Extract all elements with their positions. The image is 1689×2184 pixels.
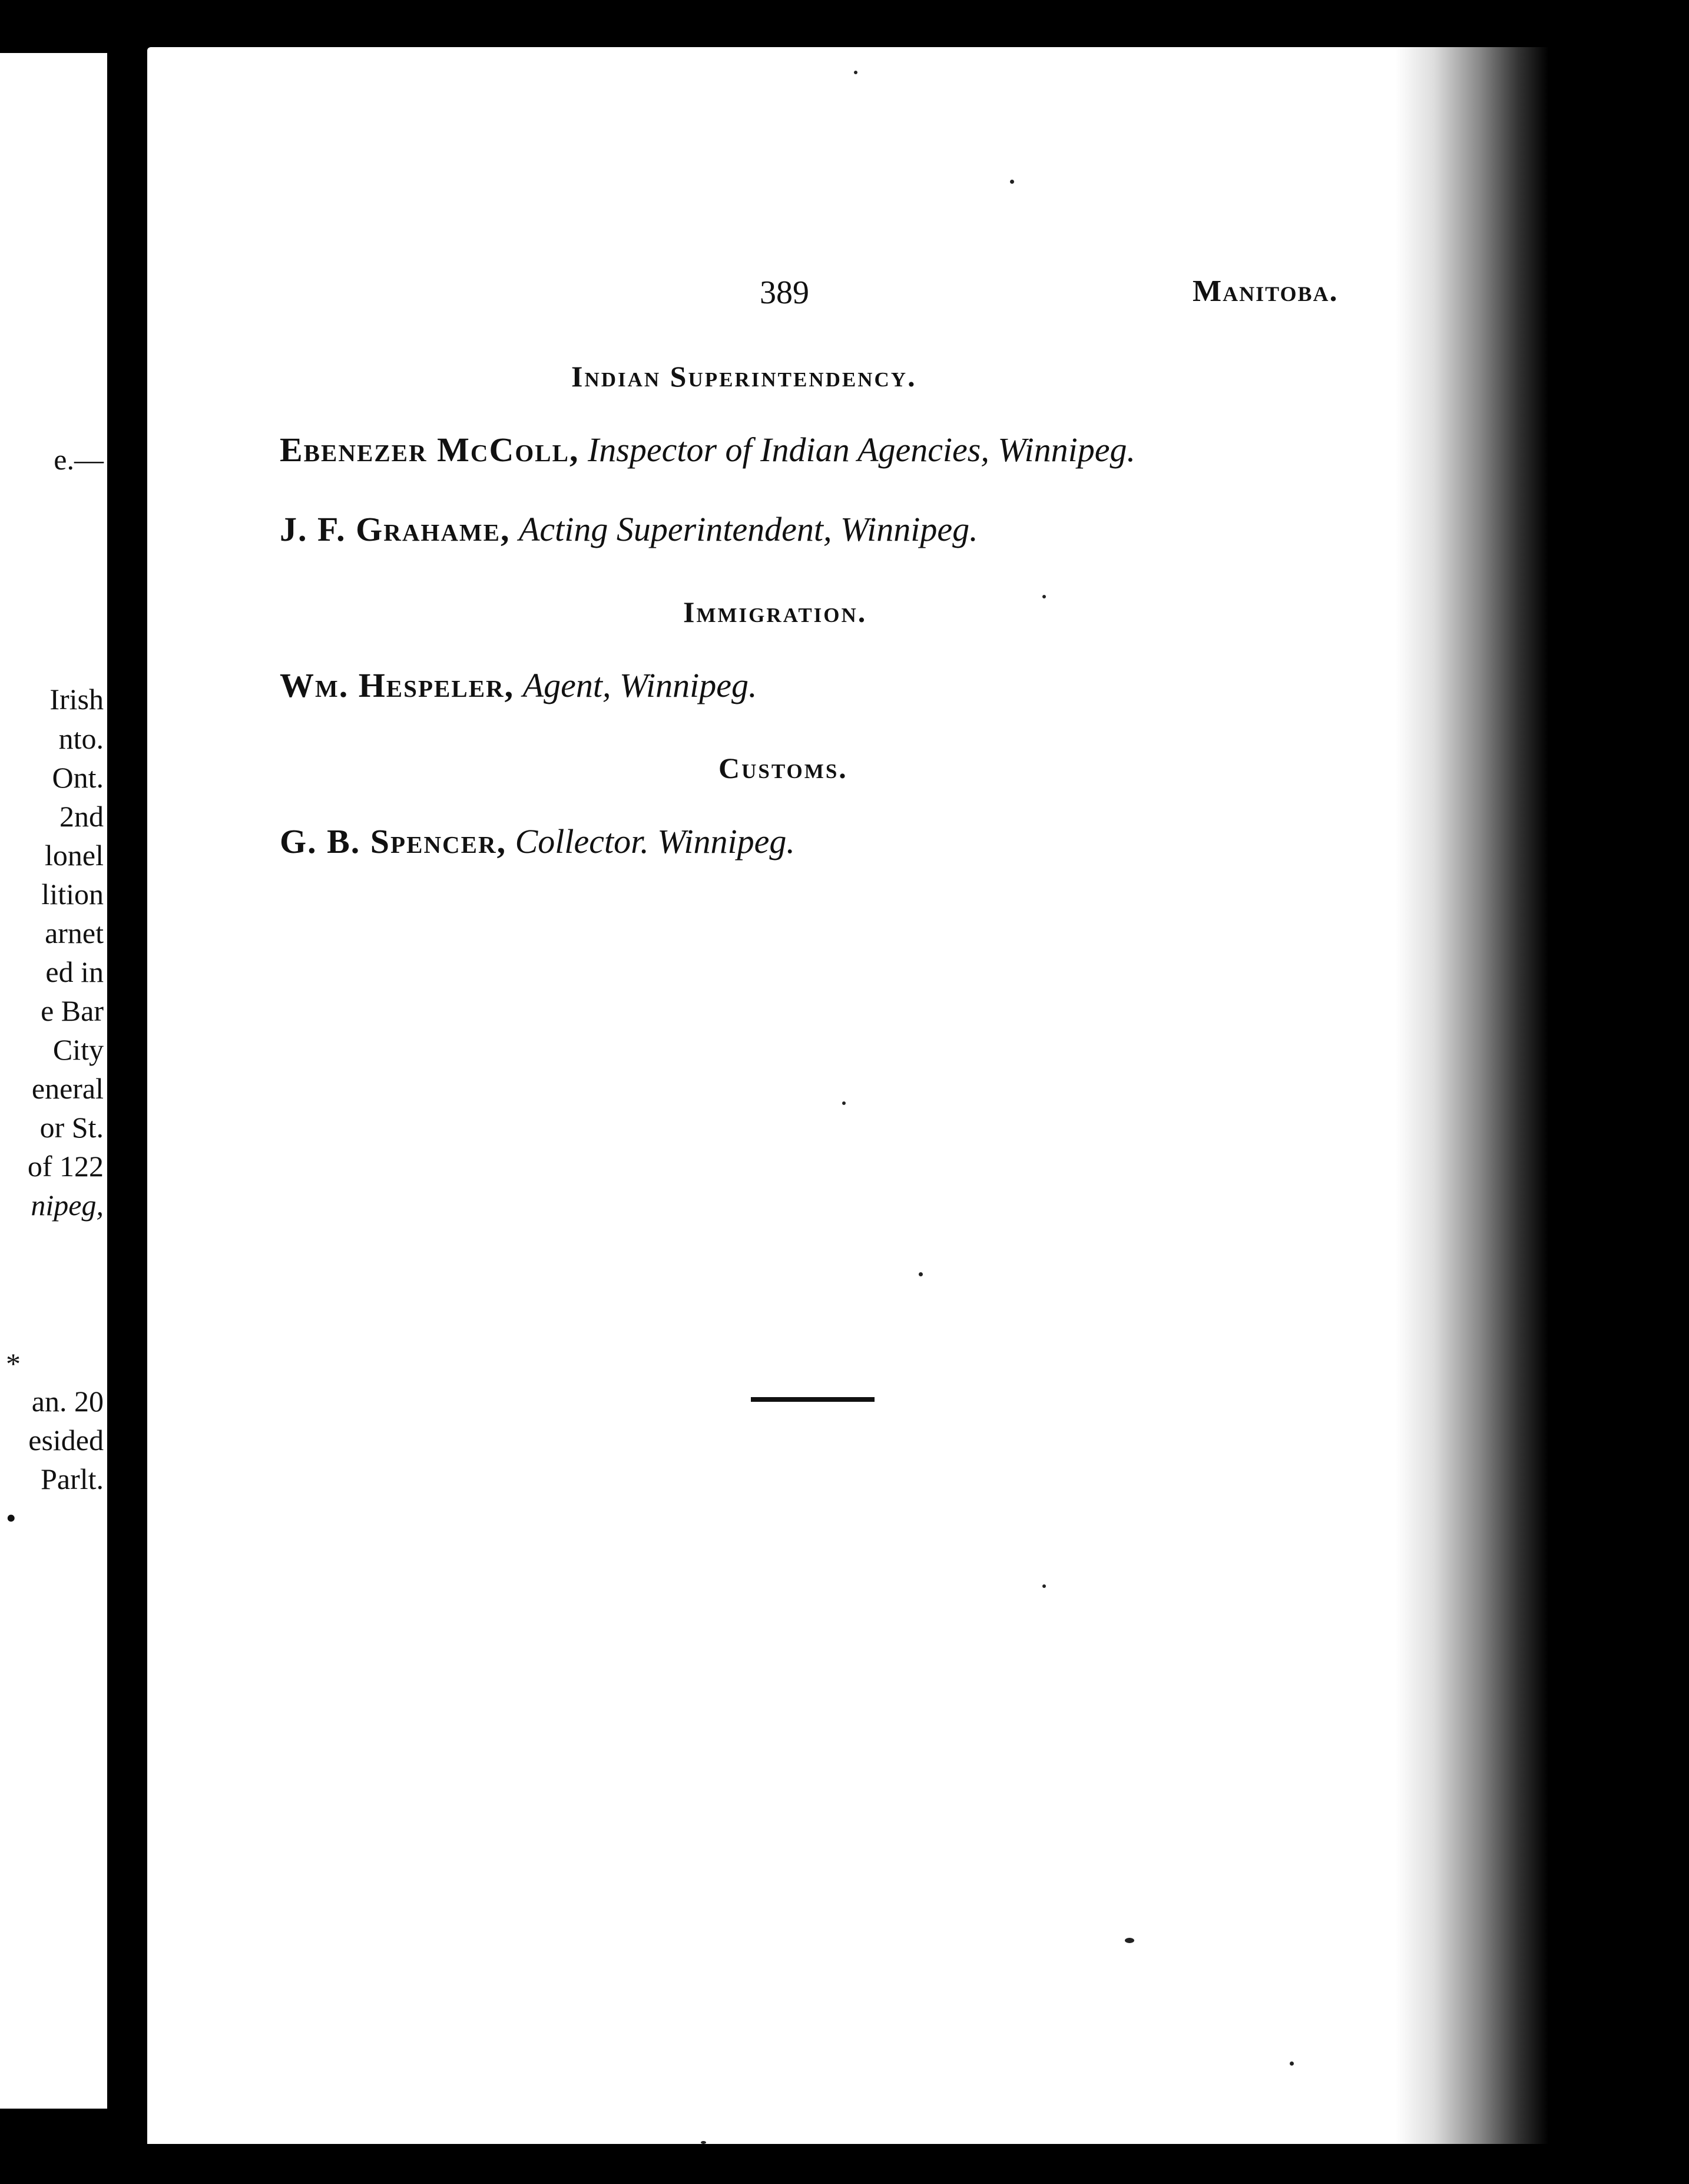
directory-entry: [280, 509, 978, 549]
entry-role: Agent, Winnipeg.: [522, 666, 757, 704]
scan-speck: [842, 1101, 846, 1105]
entry-name: Ebenezer McColl,: [280, 431, 579, 469]
left-page-line: of 122: [27, 1150, 104, 1183]
scan-speck: [701, 2141, 706, 2144]
book-page: [147, 47, 1549, 2144]
left-page-line: esided: [28, 1424, 104, 1457]
entry-name: Wm. Hespeler,: [280, 666, 515, 704]
left-page-line: eneral: [31, 1072, 104, 1105]
page-number: 389: [760, 274, 809, 311]
scan-speck: [1042, 1584, 1046, 1588]
running-head: Manitoba.: [1193, 274, 1339, 308]
page-edge-shadow: [1396, 47, 1549, 2144]
directory-entry: [280, 666, 757, 705]
left-page-line: Irish: [49, 683, 104, 716]
entry-role: Inspector of Indian Agencies, Winnipeg.: [587, 431, 1135, 469]
end-rule: [751, 1397, 875, 1402]
directory-entry: [280, 822, 795, 861]
left-page-line: •: [6, 1501, 16, 1534]
section-heading: Immigration.: [683, 595, 867, 628]
previous-page-strip: [0, 53, 107, 2109]
left-page-line: Ont.: [52, 761, 104, 794]
left-page-line: lition: [41, 878, 104, 911]
entry-role: Acting Superintendent, Winnipeg.: [518, 510, 978, 548]
section-heading: Indian Superintendency.: [571, 360, 917, 393]
entry-name: G. B. Spencer,: [280, 822, 507, 861]
scan-speck: [1010, 180, 1014, 184]
left-page-line: nto.: [58, 722, 104, 755]
left-page-line: an. 20: [31, 1385, 104, 1418]
entry-name: J. F. Grahame,: [280, 510, 511, 548]
left-page-line: or St.: [39, 1111, 104, 1144]
left-page-line: e.—: [54, 443, 104, 476]
left-page-line: lonel: [45, 839, 104, 872]
left-page-line: e Bar: [41, 994, 104, 1027]
entry-role: Collector. Winnipeg.: [515, 822, 795, 861]
scan-speck: [1042, 595, 1046, 598]
left-page-line: *: [6, 1347, 21, 1380]
section-heading: Customs.: [718, 752, 848, 785]
left-page-line: ed in: [45, 955, 104, 988]
scan-speck: [1125, 1938, 1134, 1943]
left-page-line: nipeg,: [31, 1189, 104, 1222]
left-page-line: 2nd: [59, 800, 104, 833]
scan-speck: [854, 71, 857, 74]
scan-speck: [1290, 2061, 1294, 2066]
left-page-line: Parlt.: [41, 1462, 104, 1495]
scan-speck: [919, 1272, 923, 1276]
directory-entry: [280, 430, 1135, 469]
left-page-line: arnet: [45, 916, 104, 949]
left-page-line: City: [52, 1033, 104, 1066]
